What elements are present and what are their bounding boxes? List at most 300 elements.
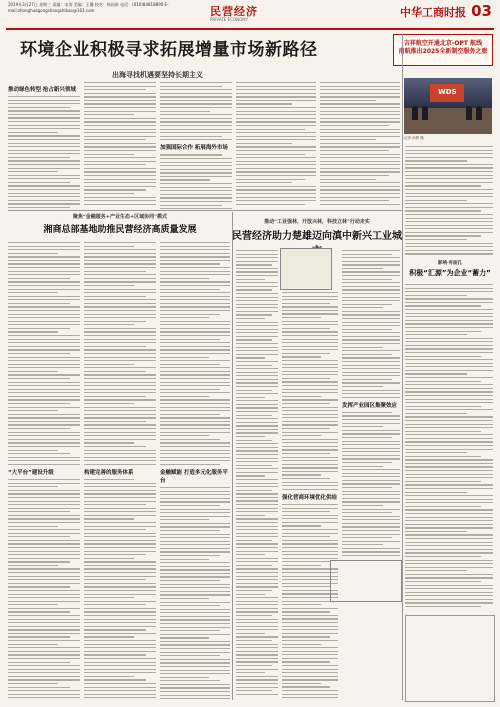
body-text-line: [8, 683, 58, 684]
body-text-line: [84, 511, 156, 512]
body-text-line: [160, 594, 230, 595]
body-text-line: [8, 353, 70, 354]
body-text-line: [342, 483, 400, 484]
body-text-line: [342, 530, 400, 531]
body-text-line: [405, 445, 493, 446]
body-text-line: [8, 561, 70, 562]
body-text-line: [236, 493, 278, 494]
body-text-line: [405, 424, 493, 425]
subhead: “大平台”建设升级: [8, 470, 54, 477]
body-text-line: [160, 648, 230, 649]
body-text-line: [342, 318, 400, 319]
body-text-line: [84, 107, 156, 108]
body-text-line: [342, 386, 383, 387]
body-text-line: [282, 629, 338, 630]
body-text-line: [84, 399, 156, 400]
body-text-line: [236, 651, 278, 652]
body-text-line: [8, 460, 80, 461]
body-text-line: [160, 201, 232, 202]
body-text-line: [342, 390, 400, 391]
body-text-line: [84, 321, 146, 322]
body-text-line: [84, 392, 156, 393]
body-text-line: [320, 164, 400, 165]
body-text-line: [160, 125, 232, 126]
body-text-line: [236, 379, 278, 380]
body-text-line: [160, 439, 220, 440]
body-text-line: [160, 591, 230, 592]
body-text-line: [405, 384, 493, 385]
body-text-line: [160, 598, 209, 599]
body-text-line: [8, 547, 80, 548]
body-text-line: [342, 448, 400, 449]
body-text-line: [320, 157, 400, 158]
body-text-line: [405, 456, 481, 457]
body-text-line: [342, 347, 383, 348]
body-text-line: [160, 256, 230, 257]
body-text-line: [8, 292, 58, 293]
body-text-line: [236, 533, 278, 534]
body-text-line: [236, 622, 278, 623]
body-text-line: [160, 512, 230, 513]
body-text-line: [282, 396, 321, 397]
body-text-line: [84, 619, 156, 620]
body-text-line: [405, 499, 493, 500]
body-text-line: [236, 382, 278, 383]
body-text-line: [405, 542, 493, 543]
body-text-line: [405, 395, 493, 396]
body-text-line: [342, 368, 400, 369]
body-text-line: [236, 440, 272, 441]
body-text-line: [84, 540, 156, 541]
body-text-line: [342, 548, 400, 549]
body-text-line: [160, 666, 230, 667]
body-text-line: [160, 246, 230, 247]
body-text-line: [84, 629, 146, 630]
body-text-line: [84, 518, 134, 519]
body-text-line: [160, 534, 230, 535]
body-text-line: [342, 469, 400, 470]
body-text-line: [320, 100, 376, 101]
body-text-line: [84, 486, 156, 487]
body-text-line: [236, 182, 292, 183]
body-text-line: [8, 676, 80, 677]
body-text-line: [160, 677, 209, 678]
body-text-line: [405, 517, 493, 518]
body-text-line: [84, 432, 156, 433]
body-text-line: [160, 349, 230, 350]
body-text-line: [8, 644, 58, 645]
body-text-line: [320, 136, 400, 137]
article-2-title: 湘商总部基地助推民营经济高质量发展: [43, 225, 197, 235]
body-text-line: [320, 161, 400, 162]
body-text-line: [84, 314, 156, 315]
body-text-line: [405, 449, 493, 450]
body-text-line: [236, 275, 278, 276]
body-text-line: [8, 572, 80, 573]
body-text-line: [8, 633, 80, 634]
body-text-line: [8, 464, 80, 465]
body-text-line: [84, 533, 156, 534]
body-text-line: [405, 413, 467, 414]
body-text-line: [282, 299, 338, 300]
body-text-line: [236, 687, 278, 688]
body-text-line: [8, 611, 70, 612]
body-text-line: [236, 568, 278, 569]
body-text-line: [84, 339, 156, 340]
body-text-line: [84, 186, 156, 187]
body-text-line: [236, 579, 278, 580]
body-text-line: [8, 551, 80, 552]
body-text-line: [282, 618, 338, 619]
body-text-line: [236, 186, 316, 187]
body-text-line: [405, 160, 467, 161]
body-text-line: [8, 543, 80, 544]
body-text-line: [236, 604, 278, 605]
article-3-col-1: [236, 250, 278, 700]
body-text-line: [405, 592, 493, 593]
body-text-line: [236, 250, 278, 251]
body-text-line: [84, 583, 156, 584]
body-text-line: [282, 676, 338, 677]
body-text-line: [236, 204, 305, 205]
body-text-line: [282, 317, 321, 318]
body-text-line: [8, 654, 80, 655]
body-text-line: [160, 573, 230, 574]
body-text-line: [282, 442, 338, 443]
body-text-line: [236, 436, 265, 437]
body-text-line: [320, 186, 400, 187]
body-text-line: [8, 554, 80, 555]
body-text-line: [84, 193, 134, 194]
body-text-line: [160, 267, 230, 268]
body-text-line: [84, 672, 156, 673]
article-2-col-3: [160, 242, 230, 700]
body-text-line: [160, 314, 220, 315]
body-text-line: [405, 178, 493, 179]
body-text-line: [342, 487, 392, 488]
body-text-line: [84, 594, 156, 595]
body-text-line: [84, 357, 156, 358]
body-text-line: [8, 501, 80, 502]
body-text-line: [84, 289, 156, 290]
body-text-line: [320, 118, 400, 119]
body-text-line: [8, 385, 80, 386]
body-text-line: [342, 444, 400, 445]
body-text-line: [282, 554, 338, 555]
body-text-line: [8, 121, 80, 122]
body-text-line: [342, 476, 400, 477]
body-text-line: [236, 407, 278, 408]
newspaper-name: 中华工商时报: [400, 6, 466, 19]
body-text-line: [320, 107, 400, 108]
news-photo: [404, 78, 492, 134]
body-text-line: [160, 616, 230, 617]
body-text-line: [8, 335, 80, 336]
body-text-line: [8, 200, 80, 201]
body-text-line: [236, 154, 305, 155]
body-text-line: [405, 200, 467, 201]
notice-line-2: 南航推出2025全新制空服务之旅: [398, 48, 488, 55]
body-text-line: [236, 540, 272, 541]
body-text-line: [405, 434, 493, 435]
body-text-line: [320, 179, 376, 180]
divider: [8, 210, 402, 211]
body-text-line: [160, 407, 230, 408]
body-text-line: [282, 669, 338, 670]
body-text-line: [405, 513, 493, 514]
body-text-line: [8, 497, 80, 498]
body-text-line: [8, 135, 80, 136]
body-text-line: [84, 382, 156, 383]
body-text-line: [342, 426, 383, 427]
body-text-line: [84, 389, 156, 390]
body-text-line: [8, 364, 80, 365]
body-text-line: [405, 377, 493, 378]
body-text-line: [8, 117, 80, 118]
body-text-line: [236, 543, 278, 544]
body-text-line: [8, 103, 80, 104]
body-text-line: [236, 454, 278, 455]
body-text-line: [236, 615, 272, 616]
body-text-line: [342, 480, 400, 481]
body-text-line: [8, 619, 80, 620]
article-3-col-3: [342, 250, 400, 558]
body-text-line: [160, 644, 230, 645]
body-text-line: [84, 179, 156, 180]
body-text-line: [160, 605, 220, 606]
body-text-line: [405, 146, 493, 147]
body-text-line: [160, 154, 222, 155]
masthead-meta: 2019年3月27日 星期三 责编：宋涛 美编：王馨 校对：杨国新 电话：(010)84818890 E-mail:zhonghuagongshangshibao@163.com: [8, 2, 169, 13]
body-text-line: [236, 361, 278, 362]
body-text-line: [236, 375, 278, 376]
body-text-line: [84, 114, 134, 115]
notice-line-1: 吉祥航空开通北京-OPT 航线: [403, 40, 483, 47]
body-text-line: [342, 382, 400, 383]
body-text-line: [236, 608, 278, 609]
body-text-line: [160, 253, 230, 254]
body-text-line: [160, 530, 220, 531]
body-text-line: [405, 531, 467, 532]
body-text-line: [160, 331, 230, 332]
body-text-line: [405, 288, 493, 289]
body-text-line: [405, 570, 467, 571]
body-text-line: [84, 453, 156, 454]
body-text-line: [8, 285, 80, 286]
body-text-line: [405, 534, 493, 535]
body-text-line: [405, 153, 493, 154]
main-article-col-4: [236, 82, 316, 210]
body-text-line: [320, 89, 400, 90]
body-text-line: [405, 416, 493, 417]
body-text-line: [236, 368, 278, 369]
body-text-line: [8, 651, 80, 652]
body-text-line: [236, 633, 265, 634]
body-text-line: [282, 686, 330, 687]
body-text-line: [84, 168, 156, 169]
body-text-line: [84, 89, 146, 90]
body-text-line: [84, 611, 156, 612]
body-text-line: [8, 457, 80, 458]
body-text-line: [236, 547, 278, 548]
body-text-line: [84, 154, 134, 155]
body-text-line: [160, 580, 220, 581]
body-text-line: [160, 296, 230, 297]
body-text-line: [405, 302, 493, 303]
body-text-line: [84, 551, 156, 552]
body-text-line: [236, 508, 278, 509]
body-text-line: [160, 457, 230, 458]
body-text-line: [405, 545, 493, 546]
body-text-line: [282, 449, 338, 450]
body-text-line: [320, 121, 400, 122]
body-text-line: [84, 197, 156, 198]
body-text-line: [236, 168, 316, 169]
body-text-line: [320, 193, 400, 194]
body-text-line: [8, 424, 80, 425]
body-text-line: [160, 414, 220, 415]
body-text-line: [405, 370, 493, 371]
body-text-line: [405, 577, 493, 578]
body-text-line: [84, 543, 156, 544]
body-text-line: [342, 350, 400, 351]
body-text-line: [405, 420, 493, 421]
body-text-line: [320, 200, 389, 201]
body-text-line: [84, 669, 156, 670]
body-text-line: [160, 111, 210, 112]
body-text-line: [160, 494, 230, 495]
body-text-line: [282, 508, 338, 509]
body-text-line: [282, 540, 338, 541]
body-text-line: [236, 636, 278, 637]
body-text-line: [84, 439, 156, 440]
body-text-line: [342, 419, 400, 420]
body-text-line: [84, 246, 134, 247]
body-text-line: [236, 551, 278, 552]
body-text-line: [405, 298, 493, 299]
body-text-line: [236, 103, 292, 104]
body-text-line: [8, 260, 80, 261]
body-text-line: [8, 665, 80, 666]
body-text-line: [236, 264, 272, 265]
body-text-line: [282, 471, 338, 472]
body-text-line: [342, 261, 400, 262]
body-text-line: [160, 89, 232, 90]
body-text-line: [8, 139, 80, 140]
body-text-line: [84, 414, 156, 415]
body-text-line: [160, 187, 232, 188]
body-text-line: [84, 676, 134, 677]
body-text-line: [282, 446, 338, 447]
body-text-line: [8, 622, 80, 623]
body-text-line: [405, 235, 481, 236]
body-text-line: [282, 324, 338, 325]
body-text-line: [84, 479, 134, 480]
body-text-line: [405, 581, 481, 582]
body-text-line: [405, 402, 493, 403]
body-text-line: [405, 563, 493, 564]
body-text-line: [236, 254, 278, 255]
body-text-line: [236, 397, 265, 398]
body-text-line: [282, 371, 338, 372]
page-header: [0, 0, 500, 30]
body-text-line: [236, 200, 316, 201]
body-text-line: [160, 335, 230, 336]
subhead: 金融赋能 打造多元化服务平台: [160, 470, 228, 485]
body-text-line: [405, 470, 493, 471]
body-text-line: [342, 462, 392, 463]
body-text-line: [84, 497, 156, 498]
body-text-line: [160, 399, 230, 400]
body-text-line: [282, 321, 338, 322]
body-text-line: [405, 574, 493, 575]
body-text-line: [236, 365, 272, 366]
body-text-line: [405, 150, 493, 151]
body-text-line: [282, 457, 338, 458]
body-text-line: [84, 421, 146, 422]
body-text-line: [236, 522, 278, 523]
body-text-line: [84, 597, 134, 598]
body-text-line: [8, 306, 80, 307]
body-text-line: [282, 349, 338, 350]
body-text-line: [282, 407, 338, 408]
body-text-line: [8, 615, 80, 616]
body-text-line: [342, 332, 400, 333]
body-text-line: [8, 157, 70, 158]
body-text-line: [160, 641, 230, 642]
body-text-line: [405, 291, 493, 292]
body-text-line: [8, 483, 80, 484]
body-text-line: [236, 121, 316, 122]
body-text-line: [282, 392, 338, 393]
body-text-line: [282, 428, 330, 429]
body-text-line: [282, 389, 338, 390]
body-text-line: [405, 506, 481, 507]
body-text-line: [160, 548, 230, 549]
body-text-line: [84, 493, 156, 494]
body-text-line: [160, 602, 230, 603]
body-text-line: [84, 576, 156, 577]
body-text-line: [8, 687, 70, 688]
section-title: 民营经济: [210, 5, 258, 18]
body-text-line: [84, 242, 156, 243]
body-text-line: [405, 588, 493, 589]
body-text-line: [236, 561, 278, 562]
body-text-line: [405, 409, 493, 410]
body-text-line: [320, 189, 400, 190]
body-text-line: [236, 586, 278, 587]
body-text-line: [282, 522, 338, 523]
body-text-line: [160, 655, 220, 656]
body-text-line: [84, 346, 146, 347]
body-text-line: [160, 526, 230, 527]
body-text-line: [160, 114, 232, 115]
body-text-line: [8, 439, 80, 440]
body-text-line: [342, 415, 400, 416]
body-text-line: [236, 690, 272, 691]
body-text-line: [8, 189, 80, 190]
body-text-line: [8, 128, 80, 129]
body-text-line: [8, 662, 70, 663]
body-text-line: [282, 511, 330, 512]
body-text-line: [405, 567, 493, 568]
body-text-line: [8, 658, 80, 659]
body-text-line: [84, 504, 146, 505]
body-text-line: [8, 515, 80, 516]
body-text-line: [236, 694, 278, 695]
body-text-line: [320, 150, 389, 151]
body-text-line: [236, 343, 278, 344]
